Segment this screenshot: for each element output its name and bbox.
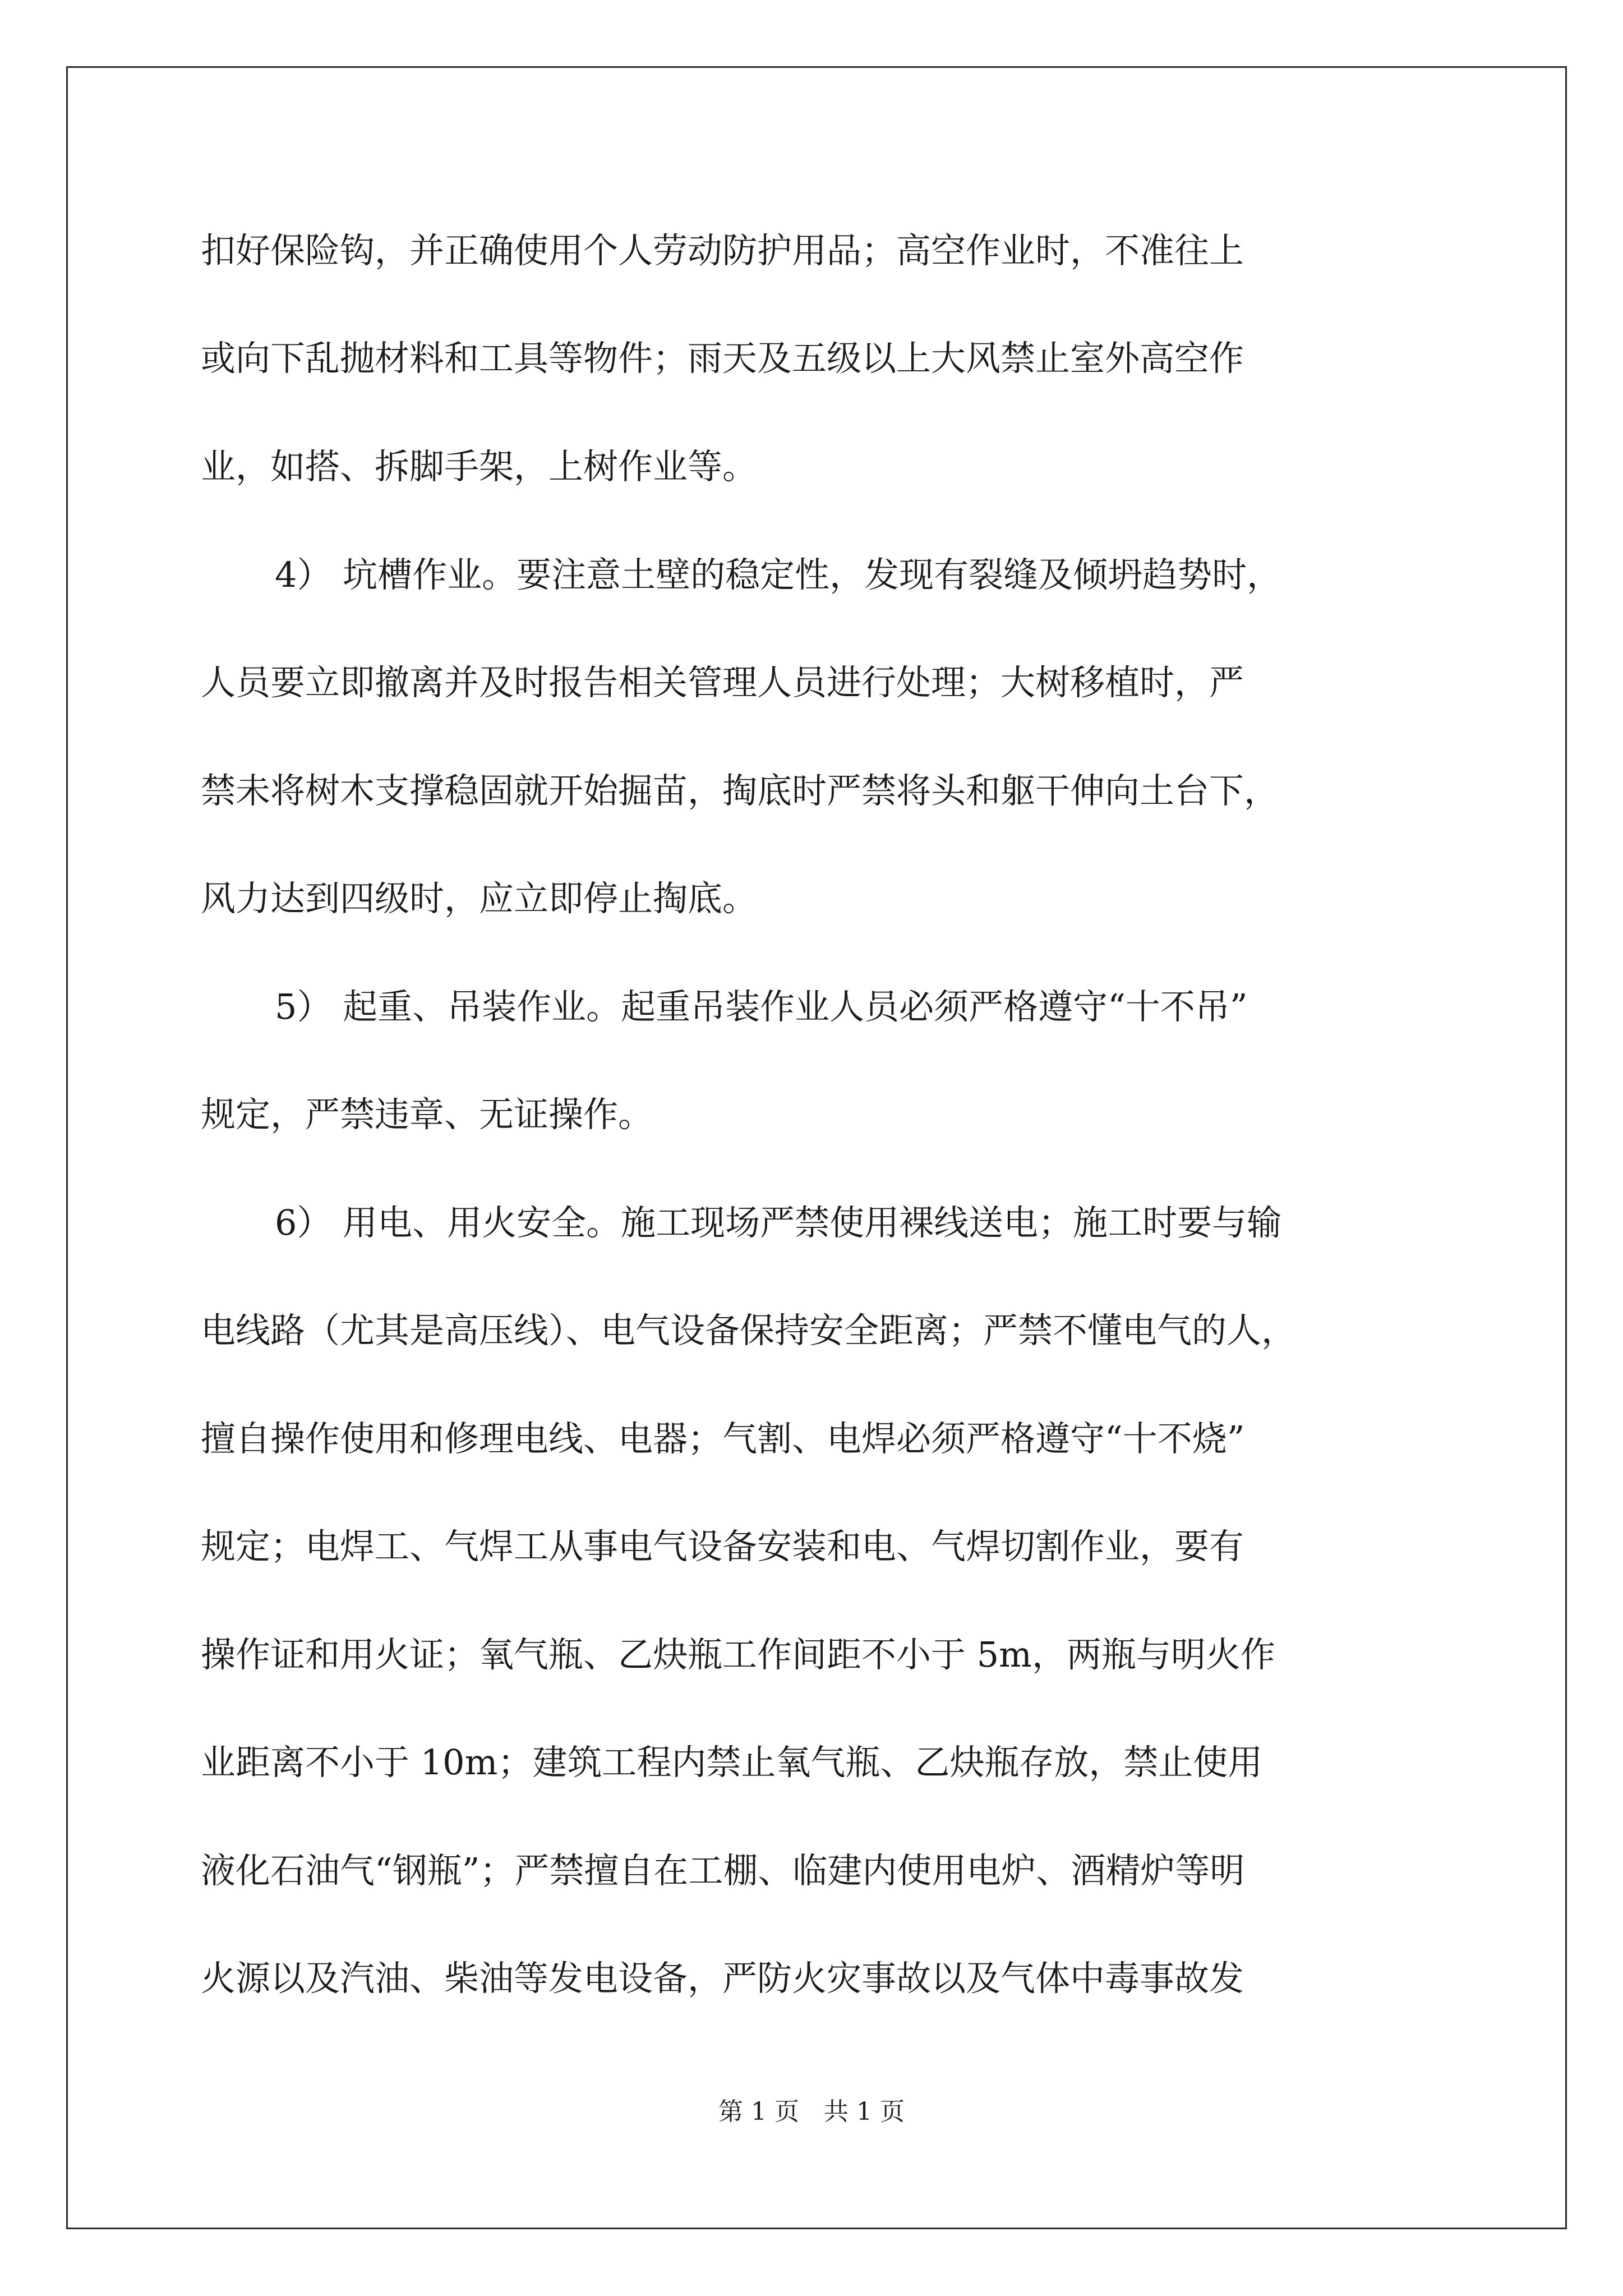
text-line: 禁未将树木支撑稳固就开始掘苗，掏底时严禁将头和躯干伸向土台下， — [201, 770, 1279, 811]
text-line: 风力达到四级时，应立即停止掏底。 — [201, 878, 758, 919]
text-line: 业，如搭、拆脚手架，上树作业等。 — [201, 446, 758, 487]
text-line: 人员要立即撤离并及时报告相关管理人员进行处理；大树移植时，严 — [201, 662, 1244, 703]
text-line: 规定，严禁违章、无证操作。 — [201, 1094, 653, 1135]
text-line: 液化石油气“钢瓶”；严禁擅自在工棚、临建内使用电炉、酒精炉等明 — [201, 1850, 1245, 1891]
text-line: 业距离不小于 10m；建筑工程内禁止氧气瓶、乙炔瓶存放，禁止使用 — [201, 1742, 1263, 1783]
text-line: 6） 用电、用火安全。施工现场严禁使用裸线送电；施工时要与输 — [275, 1202, 1282, 1243]
text-line: 规定；电焊工、气焊工从事电气设备安装和电、气焊切割作业，要有 — [201, 1526, 1244, 1567]
page-border — [66, 66, 1567, 2229]
text-line: 电线路（尤其是高压线）、电气设备保持安全距离；严禁不懂电气的人， — [201, 1310, 1297, 1351]
page-number-footer: 第 1 页 共 1 页 — [718, 2097, 905, 2126]
text-line: 火源以及汽油、柴油等发电设备，严防火灾事故以及气体中毒事故发 — [201, 1958, 1244, 1999]
text-line: 5） 起重、吊装作业。起重吊装作业人员必须严格遵守“十不吊” — [275, 986, 1248, 1027]
text-line: 操作证和用火证；氧气瓶、乙炔瓶工作间距不小于 5m，两瓶与明火作 — [201, 1634, 1275, 1675]
text-line: 或向下乱抛材料和工具等物件；雨天及五级以上大风禁止室外高空作 — [201, 338, 1244, 379]
text-line: 擅自操作使用和修理电线、电器；气割、电焊必须严格遵守“十不烧” — [201, 1418, 1245, 1459]
text-line: 4） 坑槽作业。要注意土壁的稳定性，发现有裂缝及倾坍趋势时， — [275, 554, 1282, 595]
text-line: 扣好保险钩，并正确使用个人劳动防护用品；高空作业时，不准往上 — [201, 230, 1244, 271]
